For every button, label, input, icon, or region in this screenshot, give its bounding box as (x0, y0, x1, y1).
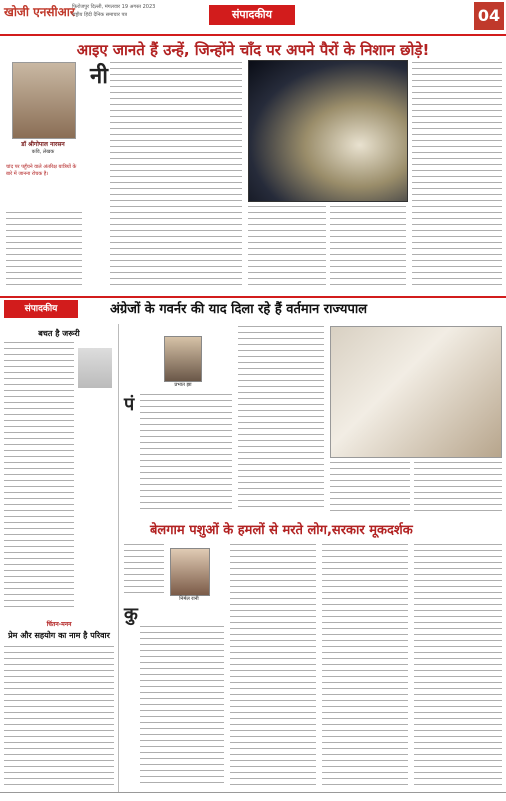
sidebar2-headline: प्रेम और सहयोग का नाम है परिवार (8, 631, 110, 640)
article2-author-photo (164, 336, 202, 382)
sidebar1-column (4, 342, 74, 612)
article2-headline: अंग्रेजों के गवर्नर की याद दिला रहे हैं वर्तमान राज्यपाल (110, 302, 368, 317)
article1-column-0 (6, 212, 82, 288)
governor-photo (330, 326, 502, 458)
sidebar1-headline: बचत है जरूरी (38, 329, 80, 338)
page-number: 04 (474, 2, 504, 30)
sidebar1-image (78, 348, 112, 388)
article3-column-2 (230, 544, 316, 788)
article3-headline: बेलगाम पशुओं के हमलों से मरते लोग,सरकार मूकदर्शक (150, 523, 413, 538)
article2-dropcap: पं (124, 394, 135, 415)
article2-column-1 (140, 394, 232, 512)
article1-headline: आइए जानते हैं उन्हें, जिन्होंने चाँद पर अपने पैरों के निशान छोड़े! (76, 41, 430, 59)
article1-column-1 (110, 62, 242, 288)
article3-column-3 (322, 544, 408, 788)
author-subcaption: कवि, लेखक (31, 149, 55, 155)
issue-date: फिरोजपुर दिल्ली, मंगलवार 19 अगस्त 2023 (72, 4, 156, 10)
sidebar2-column (4, 646, 114, 788)
section-title: संपादकीय (209, 5, 295, 25)
section2-label: संपादकीय (4, 300, 78, 318)
pull-quote: चांद पर पहुँचने वाले अंतरिक्ष यात्रियों के बारे में जानना रोचक है। (6, 164, 77, 177)
author-caption: डॉ श्रीगोपाल नारसन (21, 141, 65, 148)
moon-landing-image (248, 60, 408, 202)
article2-column-4 (414, 462, 502, 512)
article1-column-4 (412, 62, 502, 288)
article1-column-2 (248, 206, 326, 288)
article3-dropcap: कु (124, 604, 138, 625)
issue-subtitle: राष्ट्रीय हिंदी दैनिक समाचार पत्र (72, 12, 128, 18)
article3-column-4 (414, 544, 502, 788)
article3-author-caption: निर्मल रानी (179, 596, 199, 602)
article3-author-photo (170, 548, 210, 596)
column-divider (118, 324, 119, 792)
article2-author-caption: प्रभात झा (174, 382, 192, 388)
article2-column-2 (238, 326, 324, 512)
article1-column-3 (330, 206, 406, 288)
article1-dropcap: नी (90, 64, 108, 89)
author-photo (12, 62, 76, 139)
article3-column-1 (140, 626, 224, 788)
article3-column-0 (124, 544, 164, 598)
sidebar2-label: चिंतन-मनन (46, 621, 72, 628)
newspaper-brand: खोजी एनसीआर (4, 5, 75, 19)
article2-column-3 (330, 462, 410, 512)
